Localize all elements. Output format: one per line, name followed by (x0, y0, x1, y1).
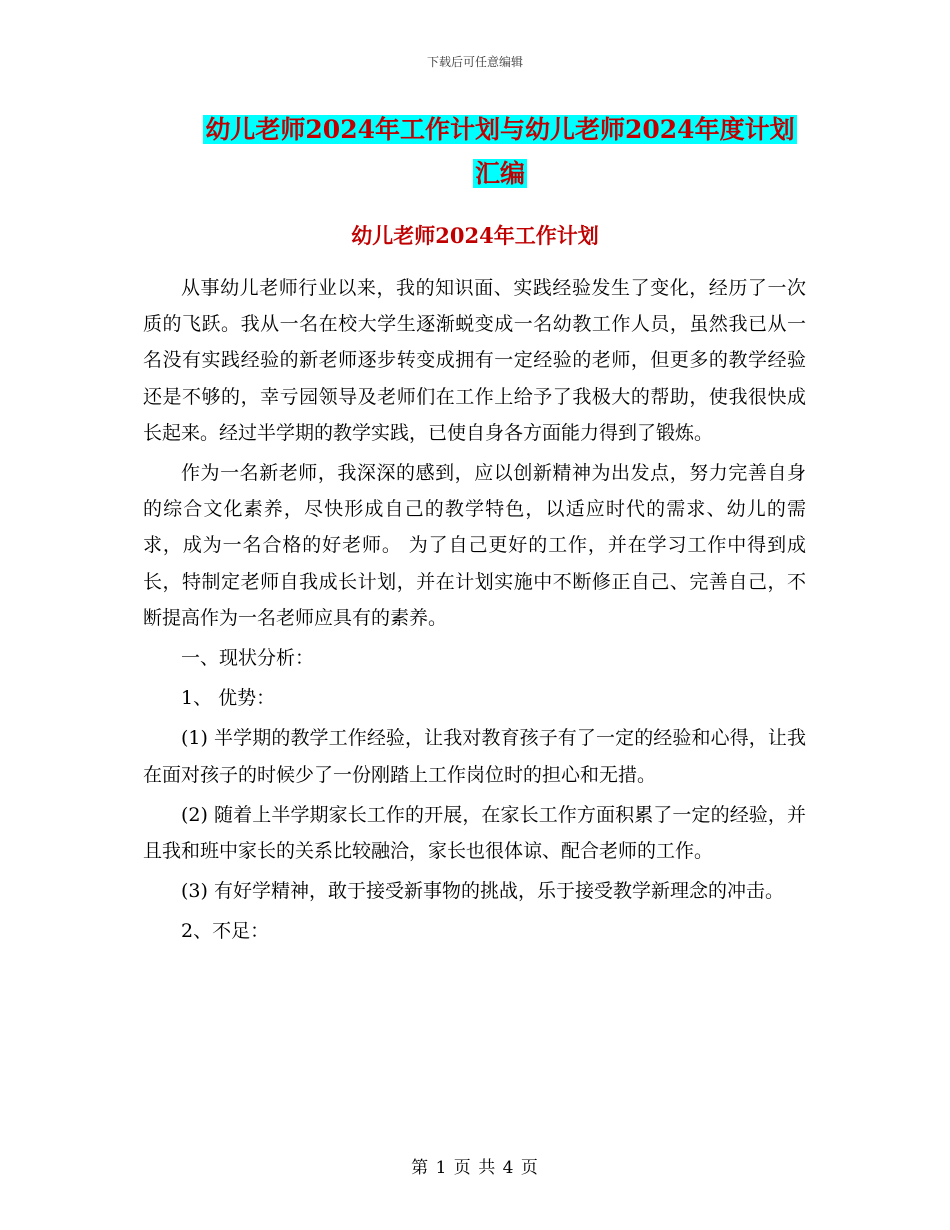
heading-weaknesses: 2、不足： (181, 920, 270, 943)
header-note: 下载后可任意编辑 (426, 55, 523, 69)
heading-status-analysis: 一、现状分析： (181, 647, 315, 670)
paragraph-new-teacher: 作为一名新老师，我深深的感到，应以创新精神为出发点，努力完善自身的综合文化素养，尽快形成自己的教学特色，以适应时代的需求、幼儿的需求，成为一名合格的好老师。 为了自己更好的工作，并在学习工作中得到成长，特制定老师自我成长计划，并在计划实施中不断修正自己、完善自己，不断提高作为一名老师应具有的素养。 (143, 462, 806, 629)
heading-strengths: 1、 优势： (181, 687, 276, 710)
title-line-2: 汇编 (474, 159, 525, 188)
title-line-1: 幼儿老师2024年工作计划与幼儿老师2024年度计划 (205, 115, 795, 144)
strength-item-2: (2) 随着上半学期家长工作的开展，在家长工作方面积累了一定的经验，并且我和班中家长的关系比较融洽，家长也很体谅、配合老师的工作。 (143, 803, 806, 863)
page-footer: 第 1 页 共 4 页 (411, 1158, 539, 1178)
document-title (150, 108, 850, 196)
document-body (143, 270, 806, 950)
section-title: 幼儿老师2024年工作计划 (351, 223, 599, 248)
strength-item-1: (1) 半学期的教学工作经验，让我对教育孩子有了一定的经验和心得，让我在面对孩子的时候少了一份刚踏上工作岗位时的担心和无措。 (143, 727, 806, 786)
paragraph-intro: 从事幼儿老师行业以来，我的知识面、实践经验发生了变化，经历了一次质的飞跃。我从一名在校大学生逐渐蜕变成一名幼教工作人员，虽然我已从一名没有实践经验的新老师逐步转变成拥有一定经验的老师，但更多的教学经验还是不够的，幸亏园领导及老师们在工作上给予了我极大的帮助，使我很快成长起来。经过半学期的教学实践，已使自身各方面能力得到了锻炼。 (143, 277, 806, 444)
strength-item-3: (3) 有好学精神，敢于接受新事物的挑战，乐于接受教学新理念的冲击。 (181, 880, 784, 903)
